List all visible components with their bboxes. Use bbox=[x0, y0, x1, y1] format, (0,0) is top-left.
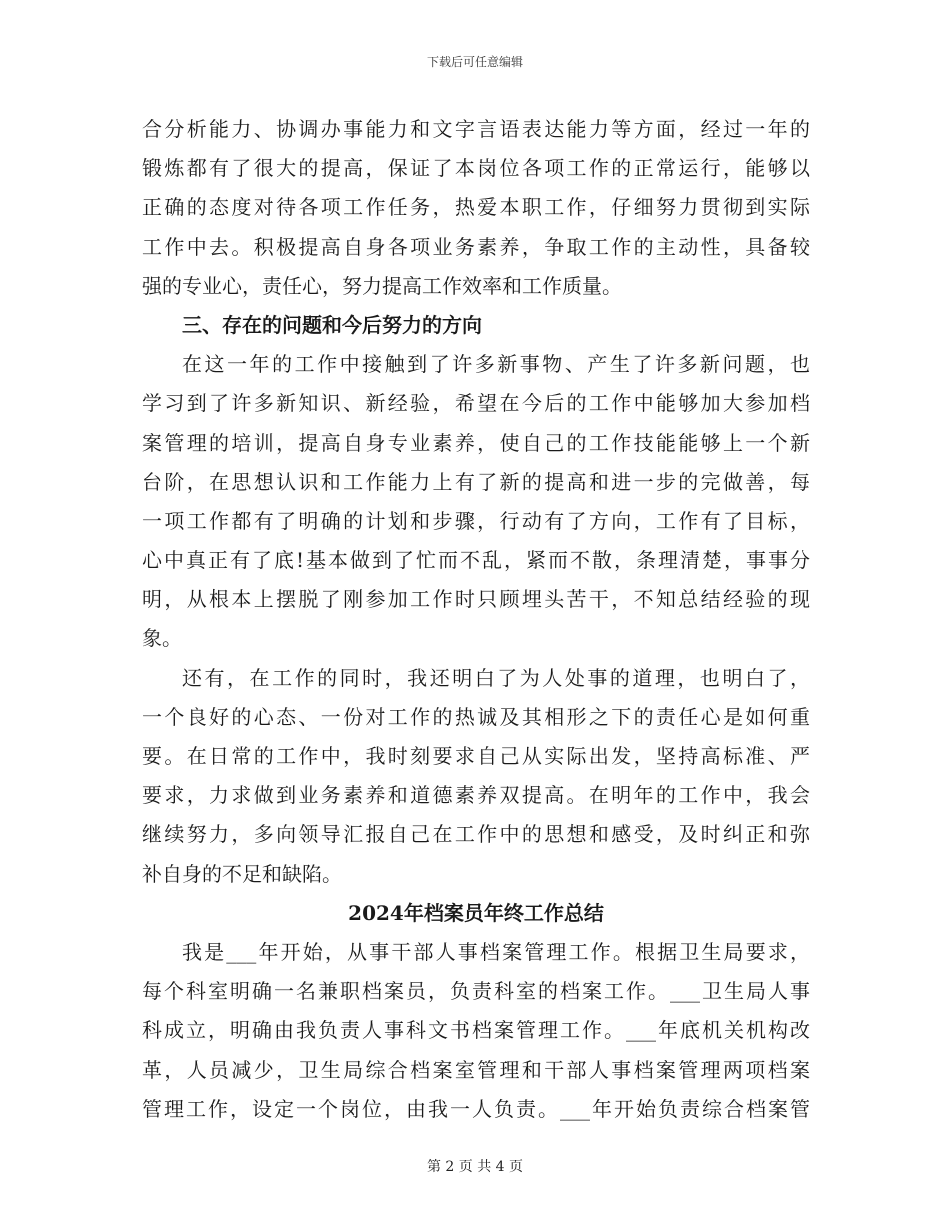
document-title: 2024年档案员年终工作总结 bbox=[348, 900, 604, 925]
text-line: 心中真正有了底!基本做到了忙而不乱，紧而不散，条理清楚，事事分 bbox=[142, 548, 810, 573]
paragraph-last-line: 补自身的不足和缺陷。 bbox=[142, 861, 342, 886]
text-line: 革，人员减少，卫生局综合档案室管理和干部人事档案管理两项档案 bbox=[142, 1057, 810, 1082]
text-line: 每个科室明确一名兼职档案员，负责科室的档案工作。___卫生局人事 bbox=[142, 979, 810, 1004]
paragraph-last-line: 象。 bbox=[142, 626, 182, 651]
text-line: 明，从根本上摆脱了刚参加工作时只顾埋头苦干，不知总结经验的现 bbox=[142, 587, 810, 612]
text-line: 科成立，明确由我负责人事科文书档案管理工作。___年底机关机构改 bbox=[142, 1018, 810, 1043]
text-line: 锻炼都有了很大的提高，保证了本岗位各项工作的正常运行，能够以 bbox=[142, 156, 810, 181]
text-line: 台阶，在思想认识和工作能力上有了新的提高和进一步的完做善，每 bbox=[142, 469, 810, 494]
text-line: 要。在日常的工作中，我时刻要求自己从实际出发，坚持高标准、严 bbox=[142, 744, 810, 768]
text-line: 工作中去。积极提高自身各项业务素养，争取工作的主动性，具备较 bbox=[142, 234, 810, 259]
text-line: 一个良好的心态、一份对工作的热诚及其相形之下的责任心是如何重 bbox=[142, 704, 810, 729]
paragraph-last-line: 强的专业心，责任心，努力提高工作效率和工作质量。 bbox=[142, 273, 622, 298]
document-body bbox=[142, 110, 810, 1129]
page-footer: 第 2 页 共 4 页 bbox=[426, 1159, 524, 1175]
text-line: 学习到了许多新知识、新经验，希望在今后的工作中能够加大参加档 bbox=[142, 391, 810, 416]
text-line: 一项工作都有了明确的计划和步骤，行动有了方向，工作有了目标， bbox=[142, 508, 810, 533]
text-line: 管理工作，设定一个岗位，由我一人负责。___年开始负责综合档案管 bbox=[142, 1096, 810, 1121]
text-line: 继续努力，多向领导汇报自己在工作中的思想和感受，及时纠正和弥 bbox=[142, 822, 810, 847]
paragraph-first-line: 在这一年的工作中接触到了许多新事物、产生了许多新问题，也 bbox=[182, 352, 810, 377]
page-header: 下载后可任意编辑 bbox=[426, 55, 523, 69]
text-line: 合分析能力、协调办事能力和文字言语表达能力等方面，经过一年的 bbox=[142, 117, 810, 141]
paragraph-first-line: 我是___年开始，从事干部人事档案管理工作。根据卫生局要求， bbox=[182, 939, 810, 964]
paragraph-first-line: 还有，在工作的同时，我还明白了为人处事的道理，也明白了， bbox=[182, 665, 810, 690]
text-line: 案管理的培训，提高自身专业素养，使自己的工作技能能够上一个新 bbox=[142, 430, 810, 455]
text-line: 正确的态度对待各项工作任务，热爱本职工作，仔细努力贯彻到实际 bbox=[142, 195, 810, 220]
section-heading: 三、存在的问题和今后努力的方向 bbox=[182, 312, 482, 337]
text-line: 要求，力求做到业务素养和道德素养双提高。在明年的工作中，我会 bbox=[142, 783, 810, 808]
